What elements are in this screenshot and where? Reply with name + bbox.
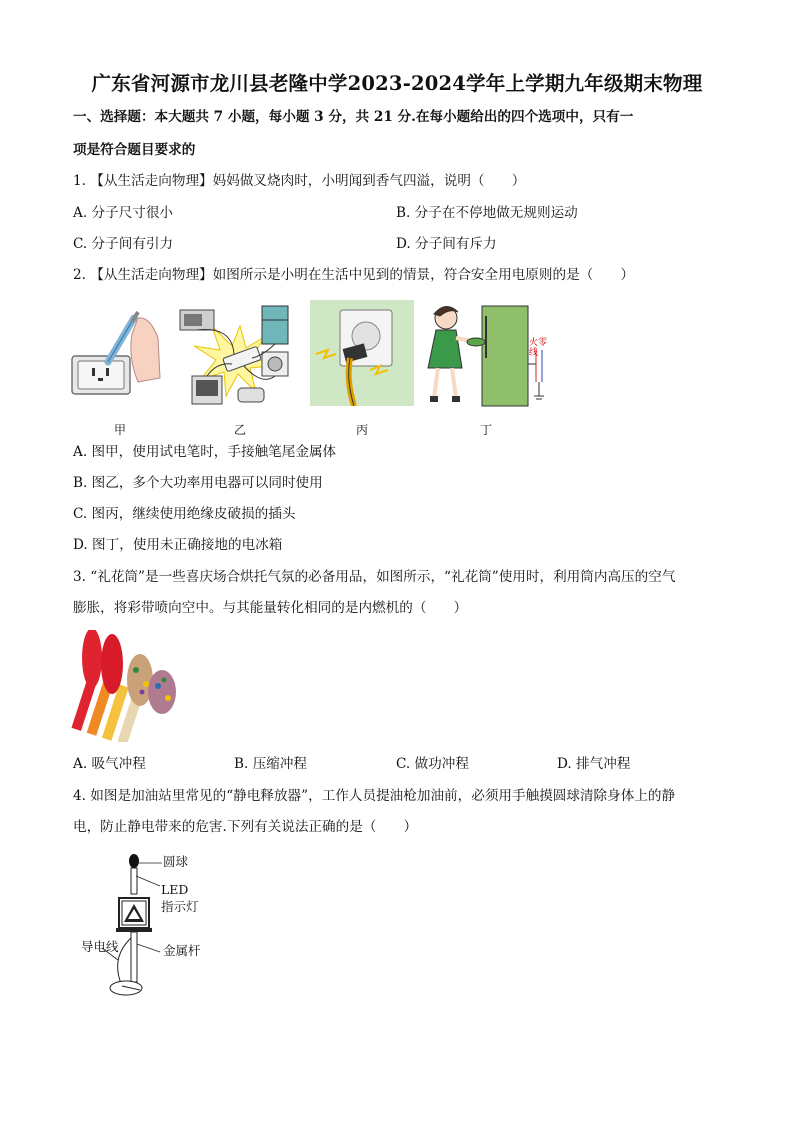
q3-option-b: B. 压缩冲程 (234, 756, 308, 772)
q3-confetti-tubes-figure (70, 630, 188, 742)
q2-option-b: B. 图乙，多个大功率用电器可以同时使用 (73, 475, 323, 491)
q4-label-rod: 金属杆 (163, 943, 201, 958)
q4-static-discharger-figure (100, 848, 180, 1000)
section-heading-line2: 项是符合题目要求的 (73, 142, 196, 158)
q1-option-c: C. 分子间有引力 (73, 236, 174, 252)
q2-caption-jia: 甲 (114, 423, 127, 437)
q4-label-led: LED (161, 882, 189, 897)
q1-option-a: A. 分子尺寸很小 (73, 205, 174, 221)
q4-stem-line2: 电，防止静电带来的危害.下列有关说法正确的是（ ） (73, 819, 418, 835)
q3-stem-line2: 膨胀，将彩带喷向空中。与其能量转化相同的是内燃机的（ ） (73, 600, 468, 616)
q2-figure-yi (172, 296, 302, 412)
q3-option-c: C. 做功冲程 (396, 756, 469, 772)
section-heading-line1: 一、选择题：本大题共 7 小题，每小题 3 分，共 21 分.在每小题给出的四个选项中，只有一 (73, 109, 634, 125)
q2-caption-ding: 丁 (480, 423, 493, 437)
q2-option-c: C. 图丙，继续使用绝缘皮破损的插头 (73, 506, 296, 522)
q4-stem-line1: 4. 如图是加油站里常见的“静电释放器”，工作人员提油枪加油前，必须用手触摸圆球清除身体上的静 (73, 788, 676, 804)
q3-option-a: A. 吸气冲程 (73, 756, 146, 772)
q2-option-a: A. 图甲，使用试电笔时，手接触笔尾金属体 (73, 444, 337, 460)
page-title: 广东省河源市龙川县老隆中学2023-2024学年上学期九年级期末物理 (91, 72, 703, 95)
q1-option-d: D. 分子间有斥力 (396, 236, 497, 252)
q4-label-indicator: 指示灯 (161, 899, 199, 914)
q3-option-d: D. 排气冲程 (557, 756, 631, 772)
q3-stem-line1: 3. “礼花筒”是一些喜庆场合烘托气氛的必备用品，如图所示，“礼花筒”使用时，利用筒内高压的空气 (73, 569, 676, 585)
q2-figure-jia (68, 298, 168, 406)
q1-stem: 1. 【从生活走向物理】妈妈做叉烧肉时，小明闻到香气四溢，说明（ ） (73, 173, 526, 189)
q4-label-ball: 圆球 (163, 854, 189, 869)
q2-option-d: D. 图丁，使用未正确接地的电冰箱 (73, 537, 283, 553)
q2-figure-bing (310, 300, 414, 406)
q2-caption-yi: 乙 (234, 423, 247, 437)
q1-option-b: B. 分子在不停地做无规则运动 (396, 205, 578, 221)
q2-stem: 2. 【从生活走向物理】如图所示是小明在生活中见到的情景，符合安全用电原则的是（ ） (73, 267, 635, 283)
q2-wire-label: 火零线 (529, 338, 548, 358)
q4-label-wire: 导电线 (81, 939, 119, 954)
q2-caption-bing: 丙 (356, 423, 369, 437)
